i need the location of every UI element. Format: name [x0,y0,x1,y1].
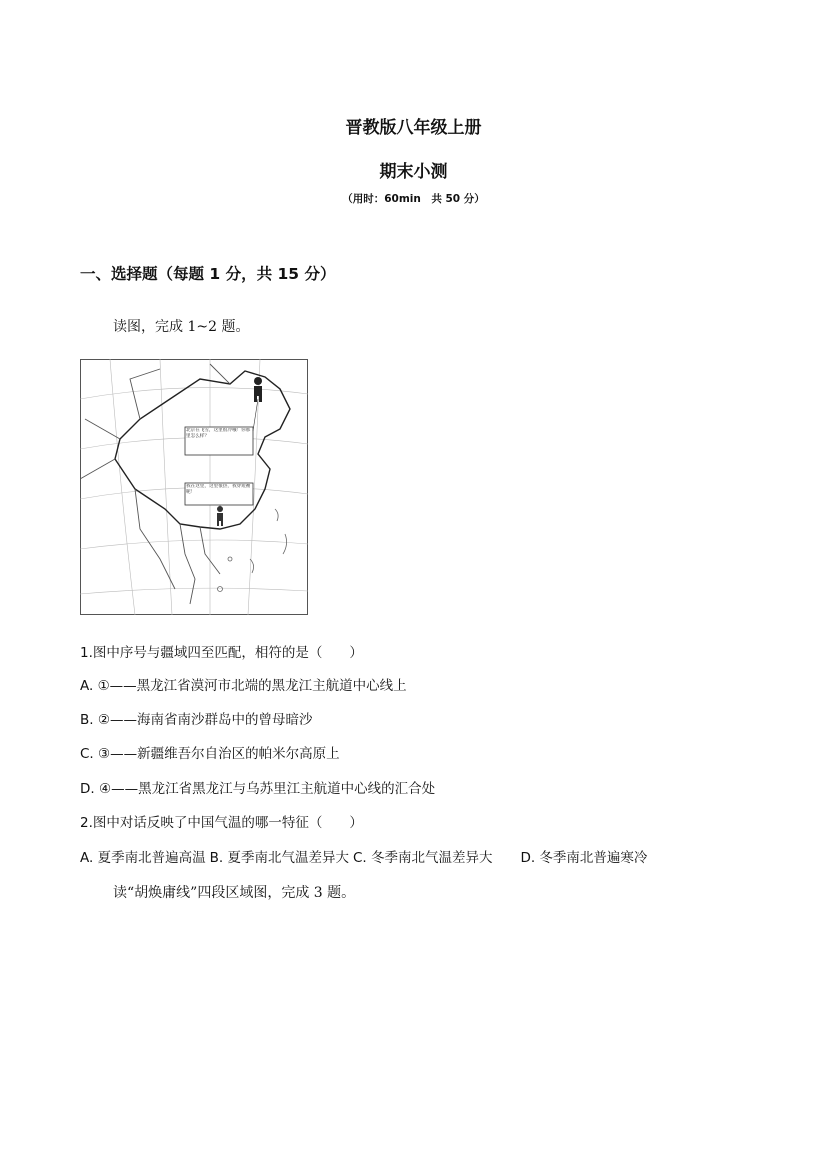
reading-instruction-2: 读“胡焕庸线”四段区域图，完成 3 题。 [113,885,356,901]
china-map-figure [80,359,308,615]
speech-bubble-south: 我在这里，这里很热，我穿短袖呢！ [186,484,251,495]
question-1-option-a: A. ①——黑龙江省漠河市北端的黑龙江主航道中心线上 [80,678,407,694]
question-2-option-b: B. 夏季南北气温差异大 [209,850,349,866]
question-2-option-a: A. 夏季南北普遍高温 [80,850,206,866]
section-heading: 一、选择题（每题 1 分，共 15 分） [80,265,336,283]
question-1-option-d: D. ④——黑龙江省黑龙江与乌苏里江主航道中心线的汇合处 [80,781,436,797]
question-1-option-c: C. ③——新疆维吾尔自治区的帕米尔高原上 [80,746,340,762]
document-subtitle: 期末小测 [379,162,448,182]
question-1-option-b: B. ②——海南省南沙群岛中的曾母暗沙 [80,712,313,728]
question-2-options [80,846,647,866]
question-1-stem: 1.图中序号与疆域四至匹配，相符的是（ ） [80,645,363,661]
question-2-option-d: D. 冬季南北普遍寒冷 [520,850,648,866]
document-meta: （用时：60min 共 50 分） [342,193,485,205]
document-title: 晋教版八年级上册 [345,118,482,138]
question-2-stem: 2.图中对话反映了中国气温的哪一特征（ ） [80,815,363,831]
reading-instruction-1: 读图，完成 1~2 题。 [113,319,250,335]
question-2-option-c: C. 冬季南北气温差异大 [352,850,493,866]
speech-bubble-north: 北京在飞雪，这里很冷哦！你那里怎么样？ [186,428,251,439]
